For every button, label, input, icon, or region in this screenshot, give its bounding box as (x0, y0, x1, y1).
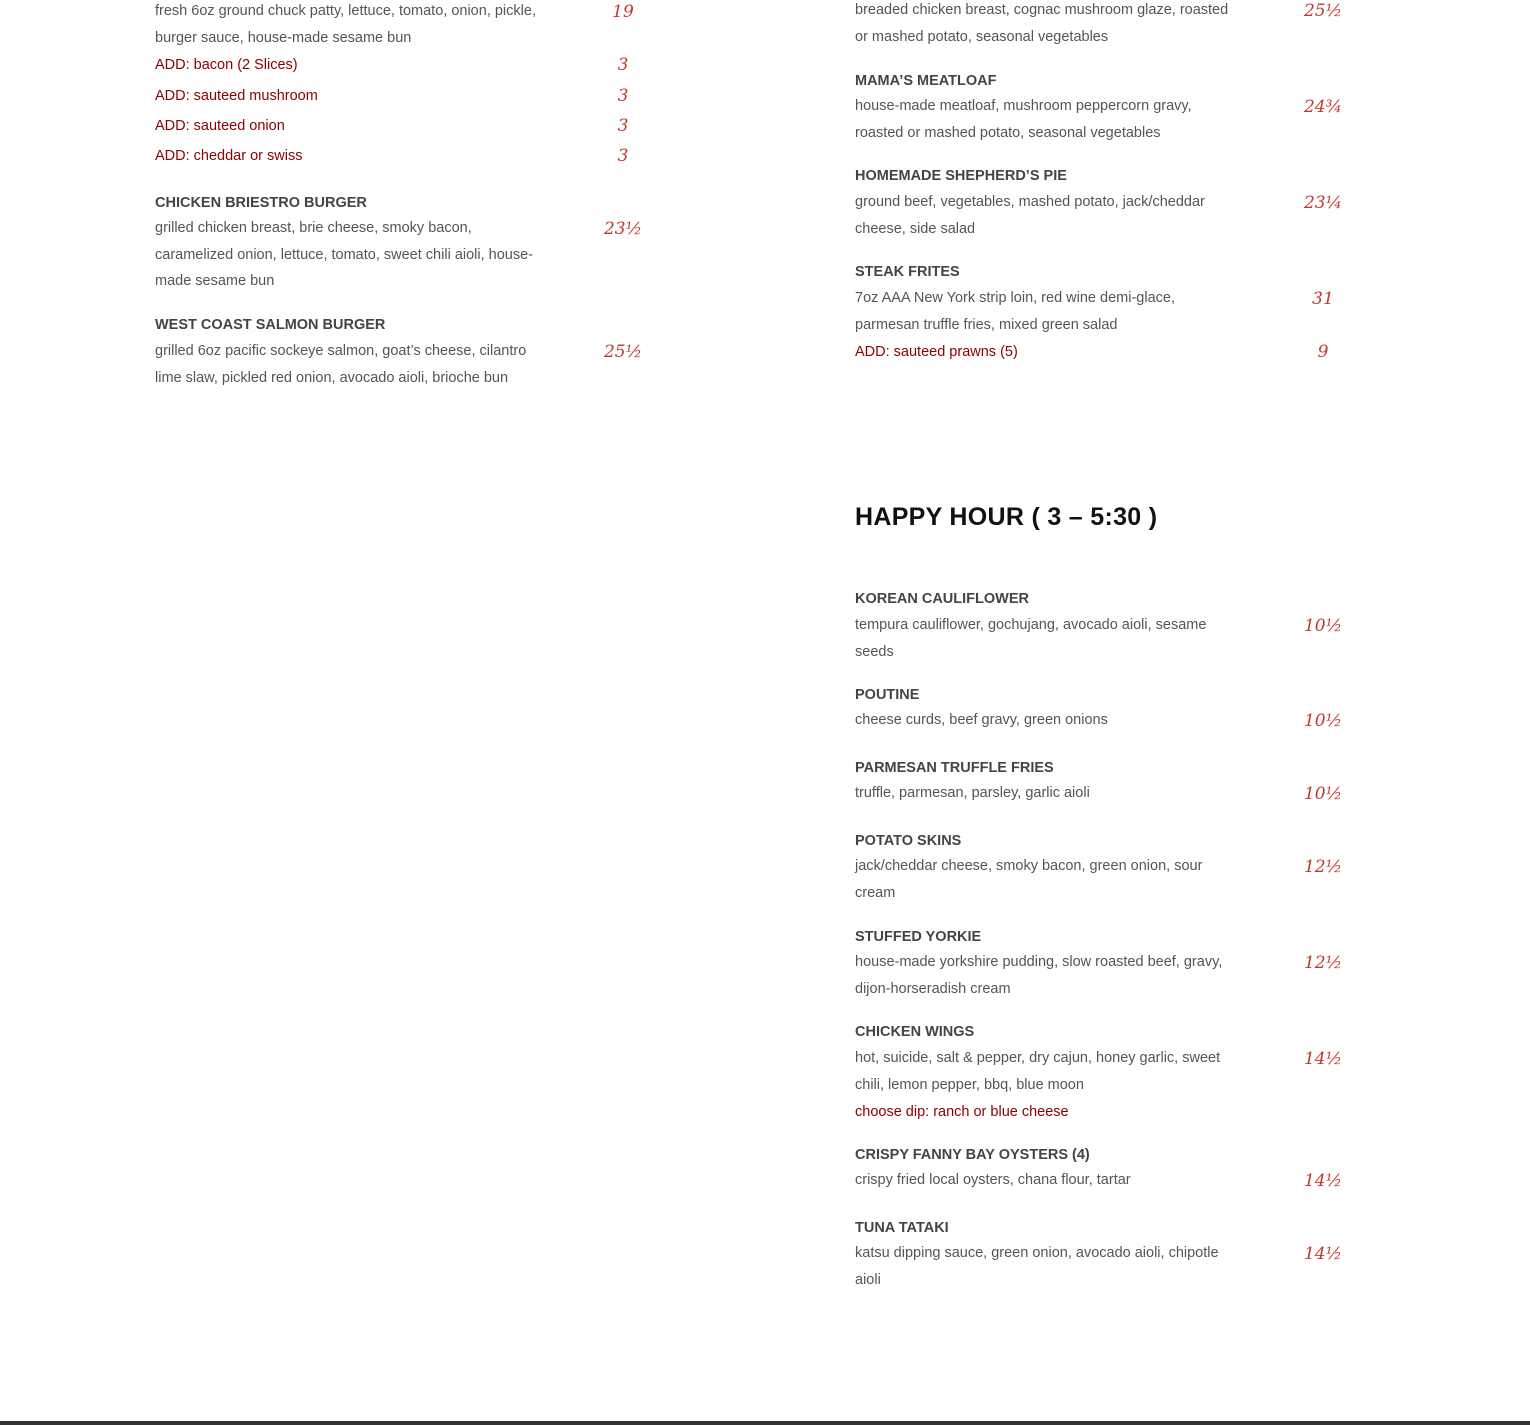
menu-item-description: crispy fried local oysters, chana flour, tartar (855, 1172, 1131, 1188)
menu-item-description: house-made yorkshire pudding, slow roasted beef, gravy, dijon-horseradish cream (855, 954, 1223, 997)
chicken-briestro-name: CHICKEN BRIESTRO BURGER (155, 195, 367, 211)
add-cheese-price: 3 (617, 146, 629, 166)
burger-description: fresh 6oz ground chuck patty, lettuce, tomato, onion, pickle, burger sauce, house-made sesame bun (155, 3, 536, 46)
add-bacon-price: 3 (617, 55, 629, 75)
steak-frites-description: 7oz AAA New York strip loin, red wine demi-glace, parmesan truffle fries, mixed green salad (855, 290, 1175, 333)
menu-item-name: CRISPY FANNY BAY OYSTERS (4) (855, 1147, 1090, 1163)
menu-item-name: CHICKEN WINGS (855, 1024, 975, 1040)
chicken-briestro-price: 23½ (603, 219, 643, 239)
shepherds-pie-name: HOMEMADE SHEPHERD’S PIE (855, 168, 1067, 184)
happy-hour-heading: HAPPY HOUR ( 3 – 5:30 ) (855, 503, 1158, 531)
menu-item-price: 12½ (1303, 953, 1343, 973)
menu-item-price: 10½ (1303, 616, 1343, 636)
menu-item-description: tempura cauliflower, gochujang, avocado aioli, sesame seeds (855, 617, 1207, 660)
menu-item-description: katsu dipping sauce, green onion, avocado aioli, chipotle aioli (855, 1245, 1219, 1288)
menu-item-description: jack/cheddar cheese, smoky bacon, green onion, sour cream (855, 858, 1203, 901)
footer-divider (0, 1421, 1530, 1425)
add-mushroom-price: 3 (617, 86, 629, 106)
shepherds-pie-description: ground beef, vegetables, mashed potato, jack/cheddar cheese, side salad (855, 194, 1205, 237)
menu-item-price: 14½ (1303, 1244, 1343, 1264)
add-onion-price: 3 (617, 116, 629, 136)
menu-item-name: POUTINE (855, 687, 920, 703)
salmon-burger-description: grilled 6oz pacific sockeye salmon, goat’s cheese, cilantro lime slaw, pickled red onion, avocado aioli, brioche bun (155, 343, 527, 386)
steak-frites-price: 31 (1312, 289, 1334, 309)
menu-item-description: hot, suicide, salt & pepper, dry cajun, honey garlic, sweet chili, lemon pepper, bbq, blue moon (855, 1050, 1221, 1093)
add-onion-label: ADD: sauteed onion (155, 118, 285, 134)
add-prawns-price: 9 (1317, 342, 1329, 362)
salmon-burger-name: WEST COAST SALMON BURGER (155, 317, 386, 333)
steak-frites-name: STEAK FRITES (855, 264, 960, 280)
meatloaf-price: 24¾ (1303, 97, 1343, 117)
chicken-briestro-description: grilled chicken breast, brie cheese, smoky bacon, caramelized onion, lettuce, tomato, sweet chili aioli, house-made sesame bun (155, 220, 533, 290)
menu-item-name: STUFFED YORKIE (855, 929, 982, 945)
menu-item-name: PARMESAN TRUFFLE FRIES (855, 760, 1054, 776)
salmon-burger-price: 25½ (603, 342, 643, 362)
meatloaf-name: MAMA’S MEATLOAF (855, 73, 997, 89)
menu-item-name: POTATO SKINS (855, 833, 962, 849)
menu-item-name: TUNA TATAKI (855, 1220, 949, 1236)
add-mushroom-label: ADD: sauteed mushroom (155, 88, 318, 104)
chicken-cognac-description: breaded chicken breast, cognac mushroom glaze, roasted or mashed potato, seasonal vegetables (855, 2, 1229, 45)
add-bacon-label: ADD: bacon (2 Slices) (155, 57, 298, 73)
meatloaf-description: house-made meatloaf, mushroom peppercorn gravy, roasted or mashed potato, seasonal vegetables (855, 98, 1192, 141)
add-prawns-label: ADD: sauteed prawns (5) (855, 344, 1018, 360)
menu-item-note: choose dip: ranch or blue cheese (855, 1104, 1069, 1120)
menu-item-description: cheese curds, beef gravy, green onions (855, 712, 1108, 728)
shepherds-pie-price: 23¼ (1303, 193, 1343, 213)
menu-item-price: 10½ (1303, 784, 1343, 804)
menu-item-price: 10½ (1303, 711, 1343, 731)
menu-item-description: truffle, parmesan, parsley, garlic aioli (855, 785, 1090, 801)
burger-price: 19 (612, 2, 634, 22)
menu-item-price: 12½ (1303, 857, 1343, 877)
menu-item-price: 14½ (1303, 1171, 1343, 1191)
menu-item-price: 14½ (1303, 1049, 1343, 1069)
menu-item-name: KOREAN CAULIFLOWER (855, 591, 1029, 607)
chicken-cognac-price: 25½ (1303, 1, 1343, 21)
add-cheese-label: ADD: cheddar or swiss (155, 148, 303, 164)
